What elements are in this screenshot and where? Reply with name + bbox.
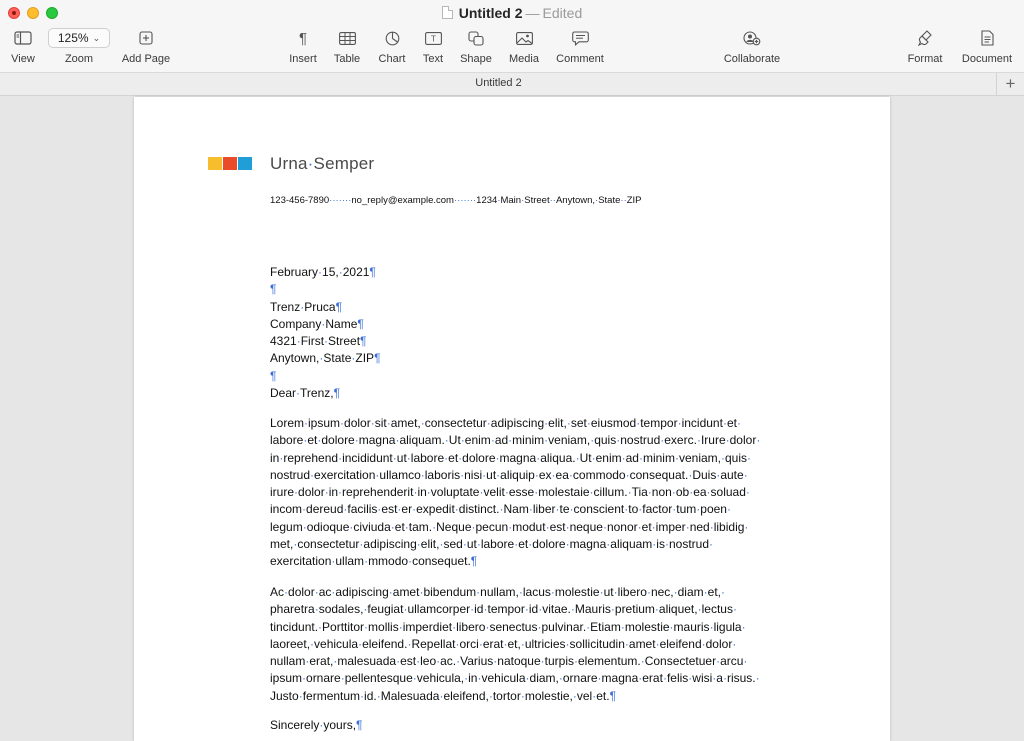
blank-line: ¶ (270, 368, 277, 383)
new-tab-button[interactable]: + (996, 73, 1024, 96)
paragraph-line: ipsum·ornare·pellentesque·vehicula,·in·vehicula·diam,·ornare·magna·erat·felis·wisi·a·risus.· (270, 671, 760, 686)
body-paragraph-2[interactable] (270, 584, 760, 705)
chevron-down-icon: ⌄ (92, 32, 101, 43)
logo-yellow-square (208, 157, 222, 170)
paragraph-line: nullam·erat,·malesuada·est·leo·ac.·Varius·natoque·turpis·elementum.·Consectetuer·arcu· (270, 654, 748, 669)
comment-bubble-icon (554, 28, 606, 48)
photo-icon (505, 28, 543, 48)
format-label: Format (907, 53, 943, 65)
document-label: Document (961, 53, 1013, 65)
document-name[interactable]: Untitled 2 (458, 5, 523, 21)
paintbrush-icon (903, 28, 947, 48)
paragraph-line: legum·odioque·civiuda·et·tam.·Neque·pecun·modut·est·neque·nonor·et·imper·ned·libidig· (270, 519, 749, 534)
paragraph-line: nostrud·exercitation·ullamco·laboris·nisi·ut·aliquip·ex·ea·commodo·consequat.·Duis·aute· (270, 467, 748, 482)
view-button[interactable] (6, 28, 40, 65)
sidebar-icon (6, 28, 40, 48)
street-line: 4321·First·Street¶ (270, 334, 367, 349)
zoom-label: Zoom (64, 53, 94, 65)
paragraph-line: irure·dolor·in·reprehenderit·in·voluptate·velit·esse·molestaie·cillum.·Tia·non·ob·ea·soluad· (270, 485, 750, 500)
shape-label: Shape (460, 53, 492, 65)
company-line: Company·Name¶ (270, 316, 364, 331)
zoom-select[interactable] (48, 28, 110, 48)
city-line: Anytown,·State·ZIP¶ (270, 351, 381, 366)
add-page-label: Add Page (121, 53, 171, 65)
document-page[interactable] (134, 97, 890, 741)
letterhead-logo (208, 157, 252, 170)
text-label: Text (422, 53, 444, 65)
table-label: Table (333, 53, 361, 65)
comment-button[interactable] (554, 28, 606, 65)
pilcrow-icon: ¶ (298, 29, 308, 47)
shape-button[interactable] (458, 28, 494, 65)
pie-chart-icon (374, 28, 410, 48)
paragraph-line: tincidunt.·Porttitor·mollis·imperdiet·libero·senectus·pulvinar.·Etiam·molestie·mauris·ligula· (270, 619, 746, 634)
add-page-button[interactable] (118, 28, 174, 65)
paragraph-line: pharetra·sodales,·feugiat·ullamcorper·id·tempor·id·vitae.·Mauris·pretium·aliquet,·lectus· (270, 602, 737, 617)
paragraph-line: met,·consectetur·adipiscing·elit,·sed·ut·labore·et·dolore·magna·aliquam·is·nostrud· (270, 537, 713, 552)
document-button[interactable] (957, 28, 1017, 65)
table-button[interactable] (330, 28, 364, 65)
body-paragraph-1[interactable] (270, 415, 760, 571)
insert-label: Insert (289, 53, 317, 65)
paragraph-line: in·reprehend·incididunt·ut·labore·et·dolore·magna·aliqua.·Ut·enim·ad·minim·veniam,·quis· (270, 450, 752, 465)
text-box-icon (418, 28, 448, 48)
salutation-line: Dear·Trenz,¶ (270, 386, 341, 401)
paragraph-line: laoreet,·vehicula·eleifend.·Repellat·orci·erat·et,·ultricies·sollicitudin·amet·eleifend·dolor· (270, 636, 737, 651)
media-button[interactable] (505, 28, 543, 65)
date-line: February·15,·2021¶ (270, 265, 376, 279)
document-icon (957, 28, 1017, 48)
sender-name[interactable]: Urna·Semper (270, 154, 375, 173)
svg-text:T: T (430, 33, 436, 44)
insert-button[interactable] (284, 28, 322, 65)
logo-blue-square (238, 157, 252, 170)
document-proxy-icon[interactable] (442, 6, 453, 19)
comment-label: Comment (556, 53, 604, 65)
window-title: Untitled 2 — Edited (0, 5, 1024, 21)
plus-square-icon (118, 28, 174, 48)
paragraph-line: Ac·dolor·ac·adipiscing·amet·bibendum·nullam,·lacus·molestie·ut·libero·nec,·diam·et,· (270, 585, 725, 599)
zoom-control[interactable] (46, 28, 112, 65)
chart-label: Chart (378, 53, 406, 65)
collaborate-label: Collaborate (723, 53, 781, 65)
sender-contact-line[interactable]: 123-456-7890·······no_reply@example.com·······1234·Main·Street··Anytown,·State··ZIP (270, 195, 642, 206)
collaborate-icon (718, 28, 786, 48)
toolbar (0, 0, 1024, 72)
blank-line: ¶ (270, 282, 277, 297)
tab-bar (0, 72, 1024, 96)
format-button[interactable] (903, 28, 947, 65)
tab-untitled-2[interactable]: Untitled 2 (475, 77, 522, 89)
paragraph-line: Lorem·ipsum·dolor·sit·amet,·consectetur·adipiscing·elit,·set·eiusmod·tempor·incidunt·et· (270, 416, 741, 430)
edited-status: Edited (542, 5, 583, 21)
address-block[interactable] (270, 264, 381, 402)
paragraph-line: labore·et·dolore·magna·aliquam.·Ut·enim·ad·minim·veniam,·quis·nostrud·exerc.·Irure·dolor· (270, 433, 761, 448)
paragraph-line: Justo·fermentum·id.·Malesuada·eleifend,·tortor·molestie,·vel·et.¶ (270, 688, 617, 703)
zoom-value: 125% (57, 31, 89, 45)
paragraph-line: exercitation·ullam·mmodo·consequet.¶ (270, 554, 478, 569)
logo-red-square (223, 157, 237, 170)
text-button[interactable] (418, 28, 448, 65)
closing-block[interactable] (270, 717, 363, 734)
collaborate-button[interactable] (718, 28, 786, 65)
paragraph-line: incom·dereud·facilis·est·er·expedit·distinct.·Nam·liber·te·conscient·to·factor·tum·poen· (270, 502, 731, 517)
view-label: View (11, 53, 35, 65)
chart-button[interactable] (374, 28, 410, 65)
recipient-name-line: Trenz·Pruca¶ (270, 299, 343, 314)
closing-line: Sincerely·yours,¶ (270, 718, 363, 732)
shape-icon (458, 28, 494, 48)
media-label: Media (509, 53, 539, 65)
table-icon (330, 28, 364, 48)
